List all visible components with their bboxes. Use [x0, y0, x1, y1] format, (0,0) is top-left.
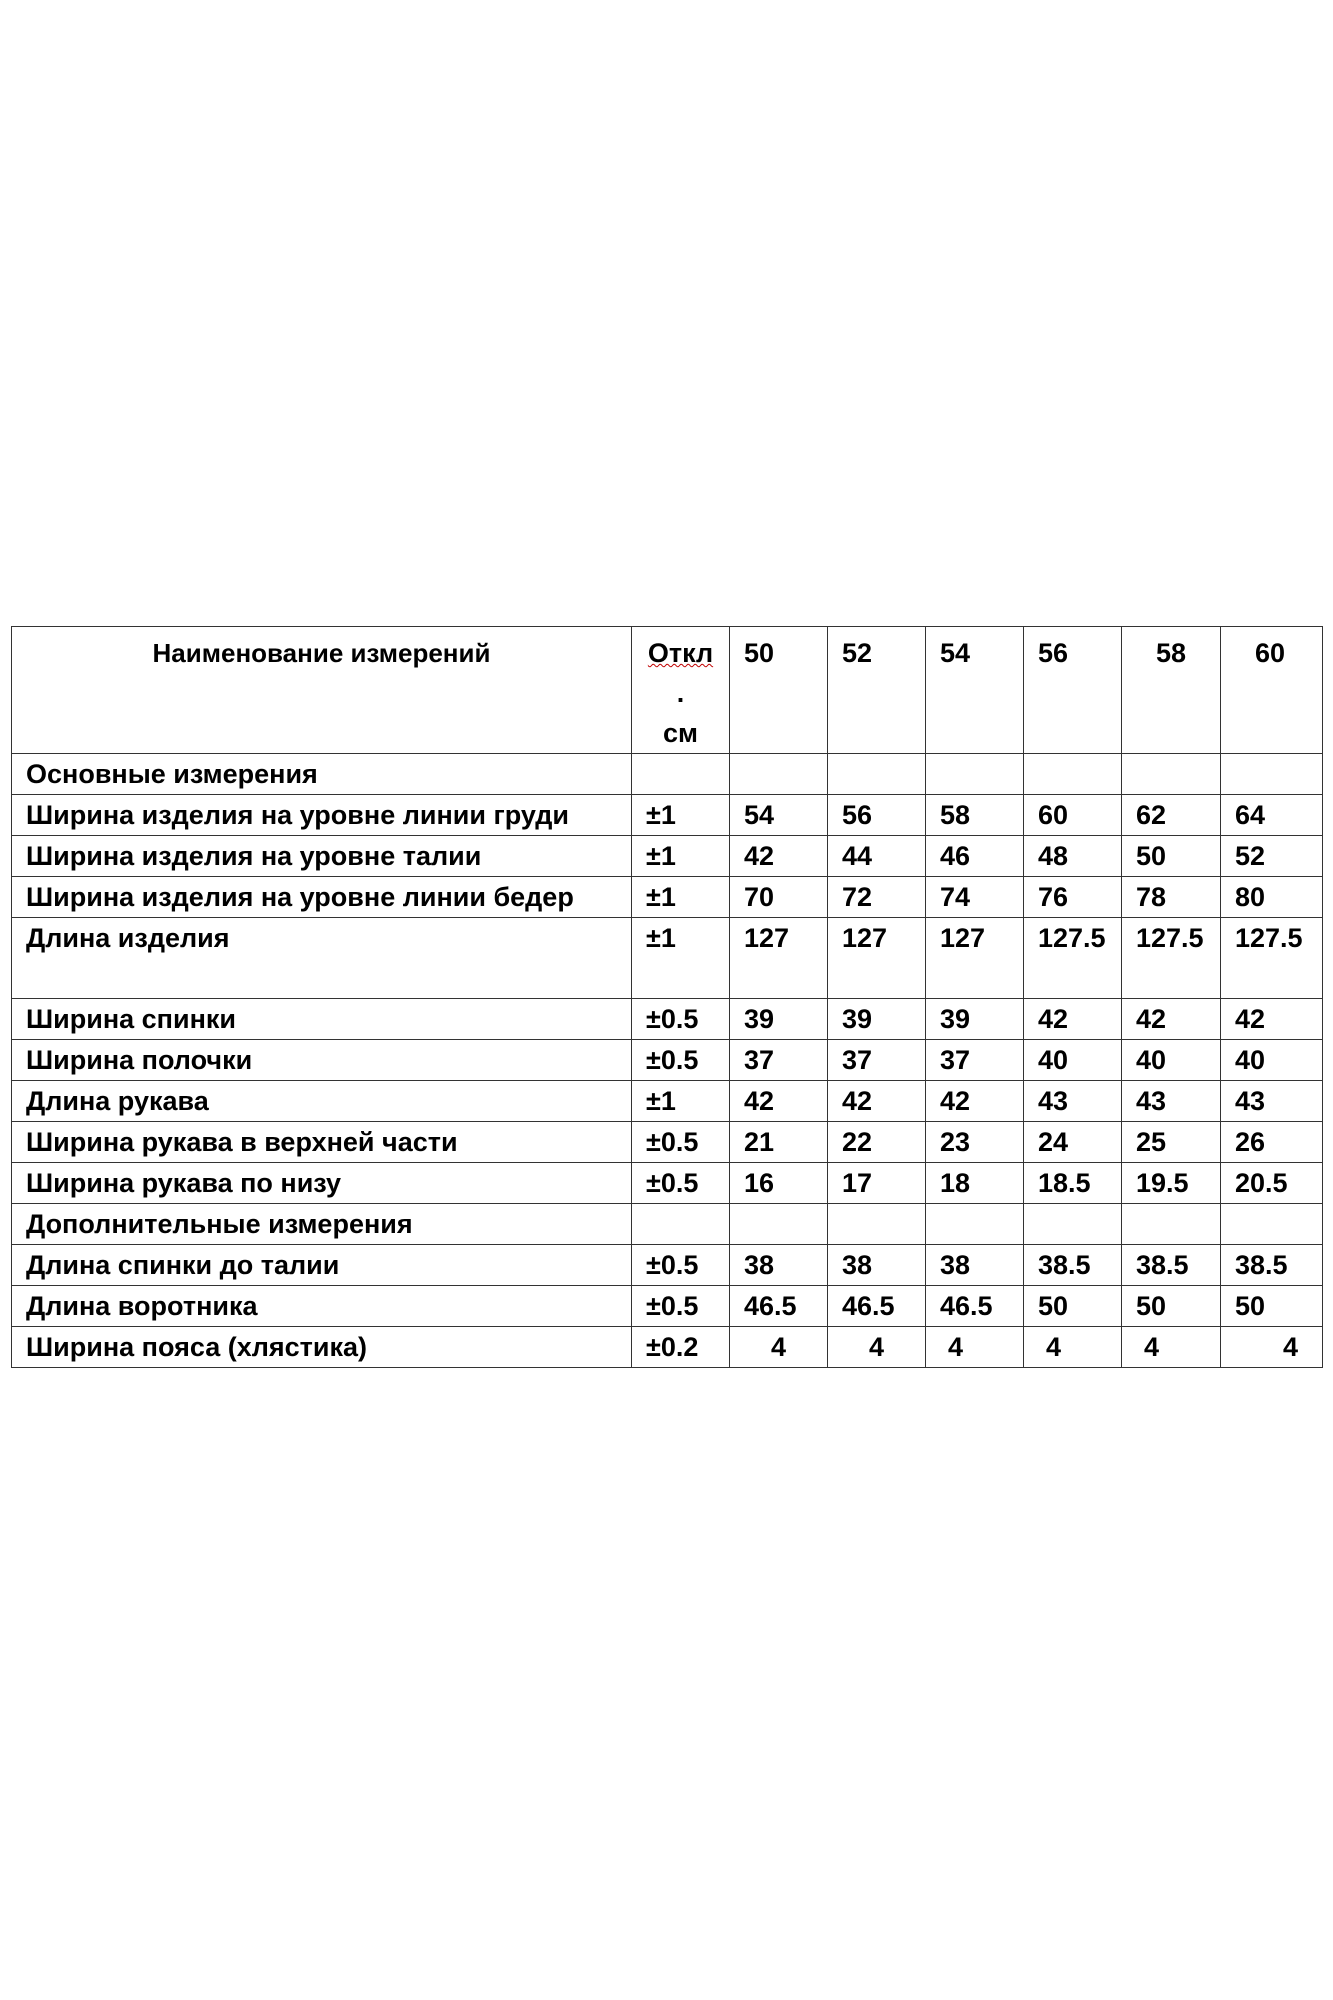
size-header-52: 52 [828, 627, 926, 754]
table-row [12, 1245, 1323, 1286]
measurement-name: Длина воротника [12, 1286, 632, 1327]
value-cell: 78 [1122, 877, 1221, 918]
value-cell: 48 [1024, 836, 1122, 877]
tolerance-cell: ±1 [632, 836, 730, 877]
value-cell: 40 [1221, 1040, 1323, 1081]
value-cell: 17 [828, 1163, 926, 1204]
value-cell: 38.5 [1024, 1245, 1122, 1286]
tolerance-header-line1: Откл [647, 638, 714, 668]
value-cell: 38.5 [1221, 1245, 1323, 1286]
value-cell: 64 [1221, 795, 1323, 836]
value-cell: 4 [1221, 1327, 1323, 1368]
value-cell: 74 [926, 877, 1024, 918]
tolerance-cell: ±0.5 [632, 1286, 730, 1327]
value-cell [1122, 1204, 1221, 1245]
measurement-name: Ширина изделия на уровне линии бедер [12, 877, 632, 918]
table-row [12, 1327, 1323, 1368]
value-cell: 50 [1024, 1286, 1122, 1327]
tolerance-cell: ±1 [632, 877, 730, 918]
size-header-54: 54 [926, 627, 1024, 754]
value-cell [730, 754, 828, 795]
value-cell: 50 [1221, 1286, 1323, 1327]
table-row [12, 918, 1323, 999]
measurement-name-header: Наименование измерений [12, 627, 632, 754]
table-row [12, 1081, 1323, 1122]
value-cell: 18 [926, 1163, 1024, 1204]
value-cell: 39 [730, 999, 828, 1040]
value-cell [1024, 754, 1122, 795]
tolerance-cell [632, 1204, 730, 1245]
value-cell: 38 [926, 1245, 1024, 1286]
value-cell: 4 [730, 1327, 828, 1368]
measurement-name: Длина спинки до талии [12, 1245, 632, 1286]
value-cell [828, 754, 926, 795]
value-cell: 127.5 [1024, 918, 1122, 999]
tolerance-cell: ±0.5 [632, 1245, 730, 1286]
section-row [12, 754, 1323, 795]
value-cell: 127 [730, 918, 828, 999]
value-cell: 21 [730, 1122, 828, 1163]
value-cell: 38 [828, 1245, 926, 1286]
value-cell: 58 [926, 795, 1024, 836]
value-cell: 127 [926, 918, 1024, 999]
value-cell: 56 [828, 795, 926, 836]
tolerance-cell: ±1 [632, 918, 730, 999]
value-cell: 39 [926, 999, 1024, 1040]
value-cell: 42 [1221, 999, 1323, 1040]
value-cell: 24 [1024, 1122, 1122, 1163]
value-cell: 76 [1024, 877, 1122, 918]
measurement-name: Длина рукава [12, 1081, 632, 1122]
value-cell: 37 [730, 1040, 828, 1081]
table-body [12, 754, 1323, 1368]
tolerance-cell: ±1 [632, 795, 730, 836]
value-cell: 37 [926, 1040, 1024, 1081]
value-cell: 38.5 [1122, 1245, 1221, 1286]
value-cell: 18.5 [1024, 1163, 1122, 1204]
value-cell: 72 [828, 877, 926, 918]
measurement-name: Ширина изделия на уровне талии [12, 836, 632, 877]
measurement-name: Длина изделия [12, 918, 632, 999]
measurement-name: Ширина пояса (хлястика) [12, 1327, 632, 1368]
value-cell [1024, 1204, 1122, 1245]
value-cell: 20.5 [1221, 1163, 1323, 1204]
value-cell: 46.5 [828, 1286, 926, 1327]
tolerance-cell: ±0.5 [632, 1040, 730, 1081]
value-cell: 46.5 [730, 1286, 828, 1327]
value-cell: 52 [1221, 836, 1323, 877]
measurement-name: Ширина спинки [12, 999, 632, 1040]
table-row [12, 1163, 1323, 1204]
value-cell: 42 [828, 1081, 926, 1122]
value-cell: 38 [730, 1245, 828, 1286]
size-header-58: 58 [1122, 627, 1221, 754]
header-row [12, 627, 1323, 754]
value-cell [730, 1204, 828, 1245]
value-cell: 4 [1024, 1327, 1122, 1368]
measurement-name: Ширина полочки [12, 1040, 632, 1081]
value-cell: 60 [1024, 795, 1122, 836]
value-cell: 46.5 [926, 1286, 1024, 1327]
value-cell: 16 [730, 1163, 828, 1204]
section-title: Основные измерения [12, 754, 632, 795]
tolerance-cell: ±0.5 [632, 1163, 730, 1204]
value-cell: 43 [1122, 1081, 1221, 1122]
value-cell: 19.5 [1122, 1163, 1221, 1204]
size-header-50: 50 [730, 627, 828, 754]
value-cell: 40 [1122, 1040, 1221, 1081]
value-cell: 54 [730, 795, 828, 836]
value-cell: 42 [926, 1081, 1024, 1122]
table-row [12, 1040, 1323, 1081]
value-cell: 23 [926, 1122, 1024, 1163]
value-cell [1221, 1204, 1323, 1245]
value-cell: 50 [1122, 836, 1221, 877]
value-cell: 127 [828, 918, 926, 999]
section-title: Дополнительные измерения [12, 1204, 632, 1245]
value-cell [828, 1204, 926, 1245]
table-row [12, 877, 1323, 918]
value-cell: 46 [926, 836, 1024, 877]
value-cell: 50 [1122, 1286, 1221, 1327]
tolerance-cell: ±0.5 [632, 1122, 730, 1163]
table-row [12, 795, 1323, 836]
table-row [12, 836, 1323, 877]
value-cell [926, 1204, 1024, 1245]
value-cell [1221, 754, 1323, 795]
value-cell [926, 754, 1024, 795]
table-row [12, 999, 1323, 1040]
value-cell [1122, 754, 1221, 795]
value-cell: 40 [1024, 1040, 1122, 1081]
value-cell: 4 [926, 1327, 1024, 1368]
value-cell: 62 [1122, 795, 1221, 836]
size-header-60: 60 [1221, 627, 1323, 754]
measurement-name: Ширина изделия на уровне линии груди [12, 795, 632, 836]
size-table [11, 626, 1323, 1368]
section-row [12, 1204, 1323, 1245]
value-cell: 39 [828, 999, 926, 1040]
value-cell: 37 [828, 1040, 926, 1081]
table-row [12, 1122, 1323, 1163]
value-cell: 42 [730, 836, 828, 877]
value-cell: 44 [828, 836, 926, 877]
tolerance-header-line3: см [663, 718, 698, 748]
value-cell: 42 [730, 1081, 828, 1122]
measurement-name: Ширина рукава в верхней части [12, 1122, 632, 1163]
tolerance-header [632, 627, 730, 754]
tolerance-cell [632, 754, 730, 795]
value-cell: 127.5 [1221, 918, 1323, 999]
value-cell: 26 [1221, 1122, 1323, 1163]
tolerance-cell: ±0.2 [632, 1327, 730, 1368]
tolerance-cell: ±1 [632, 1081, 730, 1122]
table-row [12, 1286, 1323, 1327]
value-cell: 80 [1221, 877, 1323, 918]
value-cell: 25 [1122, 1122, 1221, 1163]
size-header-56: 56 [1024, 627, 1122, 754]
value-cell: 4 [828, 1327, 926, 1368]
value-cell: 42 [1122, 999, 1221, 1040]
tolerance-header-line2: . [676, 678, 685, 708]
value-cell: 43 [1221, 1081, 1323, 1122]
tolerance-cell: ±0.5 [632, 999, 730, 1040]
value-cell: 127.5 [1122, 918, 1221, 999]
measurement-name: Ширина рукава по низу [12, 1163, 632, 1204]
value-cell: 70 [730, 877, 828, 918]
value-cell: 22 [828, 1122, 926, 1163]
value-cell: 43 [1024, 1081, 1122, 1122]
value-cell: 42 [1024, 999, 1122, 1040]
value-cell: 4 [1122, 1327, 1221, 1368]
